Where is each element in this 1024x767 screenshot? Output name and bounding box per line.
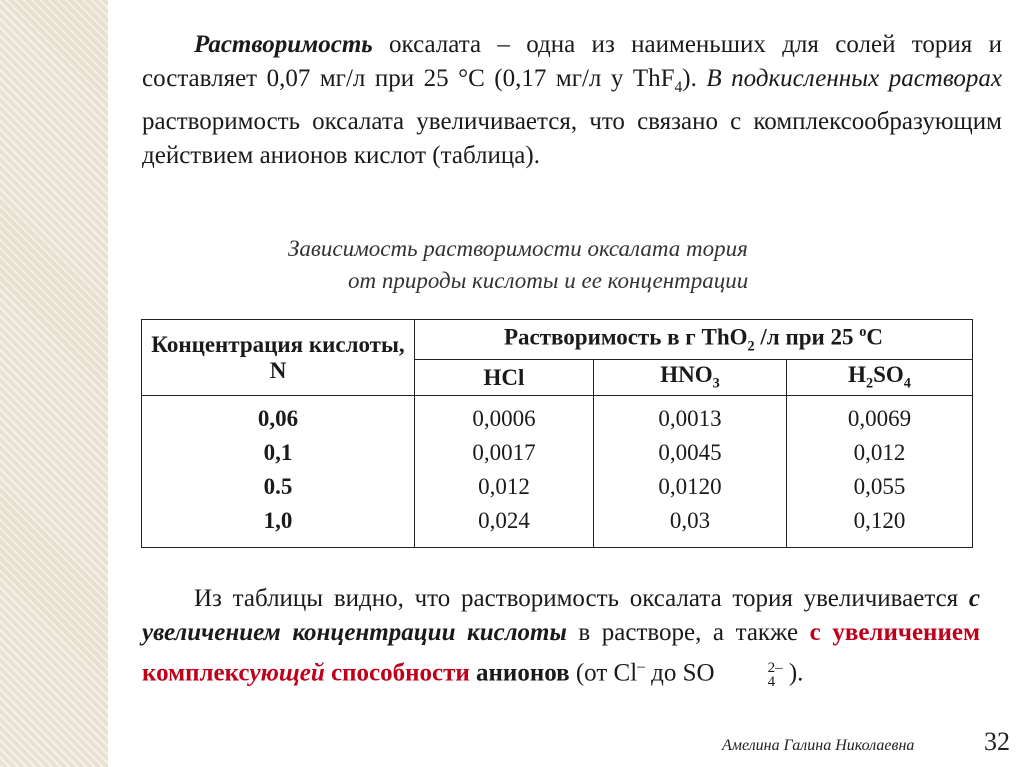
conclusion-text-5: ). (782, 659, 804, 687)
conclusion-text-4: до SO (644, 659, 715, 687)
conclusion-red-1: с увеличением комплекс (142, 619, 980, 687)
table-caption-line-1: Зависимость растворимости оксалата тория (288, 236, 748, 261)
sulfate-ion-index: 2– 4 (767, 659, 783, 690)
hcl-value: 0,012 (478, 474, 530, 499)
chloride-charge: – (637, 658, 645, 675)
concentration-column (142, 396, 415, 548)
header-solubility: Растворимость в г ThO$_2$ /л при 25 $^о$С (415, 320, 973, 360)
concentration-value: 0.5 (263, 474, 293, 499)
h2so4-value: 0,0069 (847, 406, 912, 431)
hno3-column (594, 396, 787, 548)
hcl-value: 0,024 (478, 508, 530, 533)
hno3-value: 0,03 (669, 508, 711, 533)
intro-text-1: оксалата – одна из наименьших для солей тория и составляет 0,07 мг/л при 25 °С (0,17 мг/л у ThF (142, 31, 1002, 92)
hno3-value: 0,0045 (658, 440, 722, 465)
hcl-value: 0,0006 (472, 406, 536, 431)
conclusion-text-1: Из таблицы видно, что растворимость оксалата тория увеличивается (194, 585, 969, 612)
hcl-column (415, 396, 594, 548)
hcl-value: 0,0017 (472, 440, 536, 465)
h2so4-value: 0,012 (853, 440, 906, 465)
h2so4-value: 0,055 (853, 474, 906, 499)
intro-italic-phrase: В подкисленных растворах (706, 65, 1002, 92)
conclusion-red-italic: ующей (249, 659, 325, 687)
conclusion-emphasis-1: с увеличением концентрации кислоты (142, 585, 980, 646)
author-footer: Амелина Галина Николаевна (722, 737, 915, 754)
conclusion-bold-anions: анионов (469, 659, 570, 687)
concentration-value: 1,0 (263, 508, 293, 533)
header-hno3: $HNO_3$ (594, 360, 787, 396)
header-h2so4: $H_2SO_4$ (787, 360, 973, 396)
hno3-value: 0,0013 (658, 406, 722, 431)
conclusion-text-2: в растворе, а также (566, 619, 810, 646)
h2so4-value: 0,120 (853, 508, 906, 533)
conclusion-paragraph (142, 582, 980, 690)
concentration-value: 0,1 (263, 440, 293, 465)
table-caption-line-2: от природы кислоты и ее концентрации (348, 268, 749, 293)
conclusion-red-2: способности (324, 659, 470, 687)
thf-subscript: 4 (674, 79, 683, 96)
conclusion-text-3: (от Cl (569, 659, 638, 687)
intro-text-2: ). (682, 65, 707, 92)
page-number: 32 (984, 727, 1010, 756)
intro-text-3: растворимость оксалата увеличивается, что связано с комплексообразующим действием анионов кислот (таблица). (142, 108, 1002, 169)
solubility-table (141, 319, 973, 548)
hno3-value: 0,0120 (658, 474, 722, 499)
term-solubility: Растворимость (194, 31, 373, 58)
header-hcl: HCl (415, 360, 594, 396)
intro-paragraph (142, 28, 1002, 173)
h2so4-column (787, 396, 973, 548)
header-concentration: Концентрация кислоты, N (142, 320, 415, 396)
decorative-side-stripe (0, 0, 108, 767)
concentration-value: 0,06 (257, 406, 299, 431)
